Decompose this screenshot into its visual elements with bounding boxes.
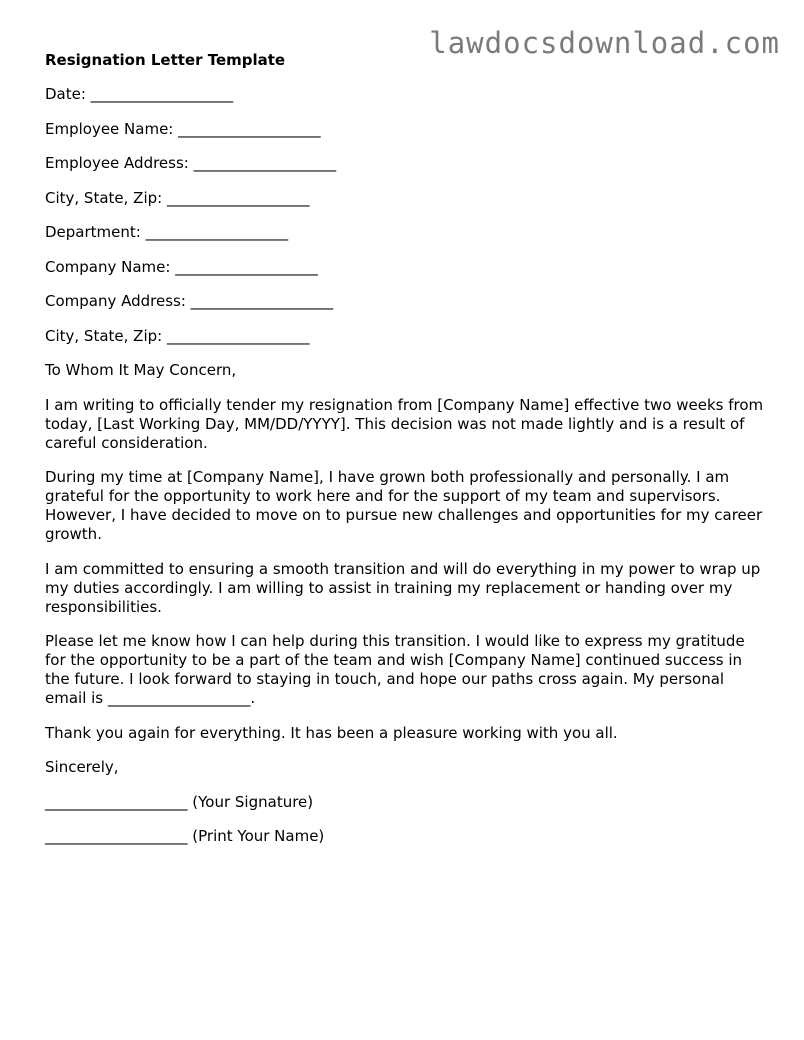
paragraph-gratitude: Please let me know how I can help during this transition. I would like to express my gratitude for the opportunity to be a part of the team and wish [Company Name] continued success in the future. I look forward to staying in touch, and hope our paths cross again. My personal email is ___________________. [45, 632, 745, 707]
thanks-line: Thank you again for everything. It has been a pleasure working with you all. [45, 723, 618, 742]
watermark: lawdocsdownload.com [429, 26, 780, 60]
letter-document [45, 51, 767, 862]
document-title: Resignation Letter Template [45, 51, 286, 69]
signature-line: ___________________ (Your Signature) [45, 792, 314, 811]
department-field: Department: ___________________ [45, 223, 289, 241]
print-name-line: ___________________ (Print Your Name) [45, 827, 325, 845]
employee-name-field: Employee Name: ___________________ [45, 119, 321, 138]
company-city-state-zip-field: City, State, Zip: ___________________ [45, 326, 310, 345]
company-name-field: Company Name: ___________________ [45, 257, 318, 276]
paragraph-growth: During my time at [Company Name], I have grown both professionally and personally. I am grateful for the opportunity to work here and for the support of my team and supervisors. However, I have decided to move on to pursue new challenges and opportunities for my career growth. [45, 468, 763, 543]
paragraph-intro: I am writing to officially tender my resignation from [Company Name] effective two weeks from today, [Last Working Day, MM/DD/YYYY]. This decision was not made lightly and is a result of careful consideration. [45, 395, 764, 452]
date-field: Date: ___________________ [45, 85, 234, 103]
employee-city-state-zip-field: City, State, Zip: ___________________ [45, 188, 310, 207]
paragraph-transition: I am committed to ensuring a smooth transition and will do everything in my power to wrap up my duties accordingly. I am willing to assist in training my replacement or handing over my responsibilities. [45, 559, 761, 616]
closing: Sincerely, [45, 758, 119, 776]
employee-address-field: Employee Address: ___________________ [45, 154, 337, 172]
salutation: To Whom It May Concern, [45, 361, 237, 379]
company-address-field: Company Address: ___________________ [45, 292, 334, 310]
